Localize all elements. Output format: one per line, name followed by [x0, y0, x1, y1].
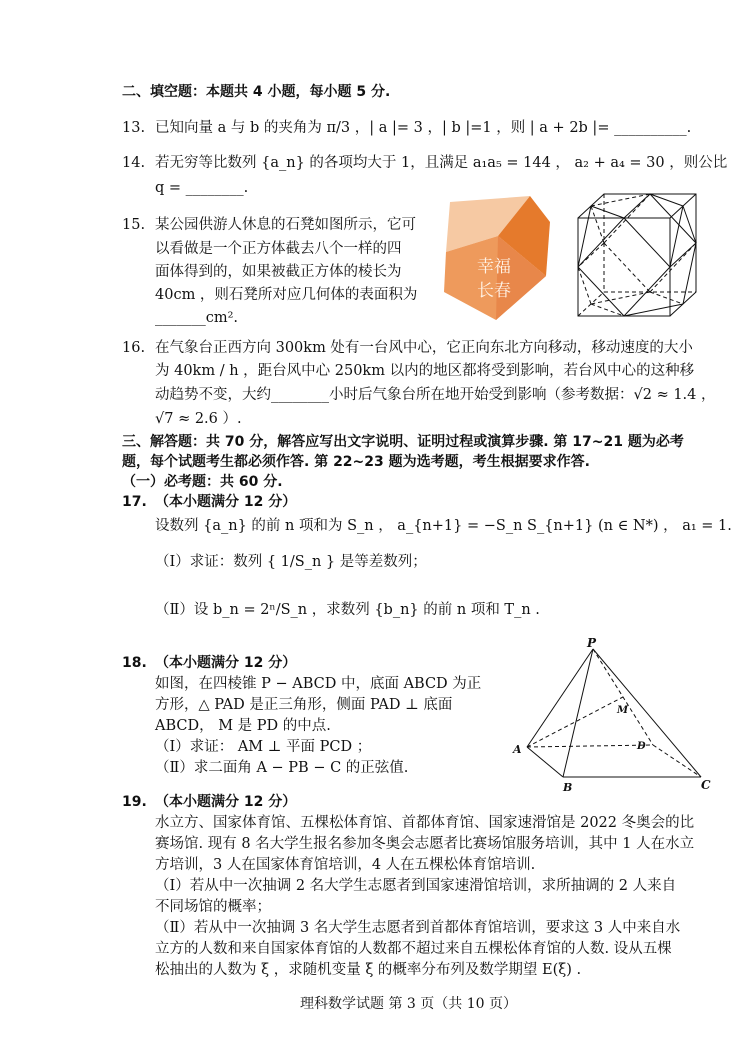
question-number: 17. [122, 494, 147, 510]
question-number: 18. [122, 655, 147, 671]
question-15-line: 以看做是一个正方体截去八个一样的四 [155, 241, 402, 257]
stone-text-1: 幸福 [477, 257, 511, 277]
question-19-line: 不同场馆的概率； [155, 899, 271, 915]
question-19-line: 方培训，3 人在国家体育馆培训，4 人在五棵松体育馆培训. [155, 857, 536, 873]
question-19-head: （本小题满分 12 分） [155, 794, 297, 810]
question-19-line: 立方的人数和来自国家体育馆的人数都不超过来自五棵松体育馆的人数. 设从五棵 [155, 941, 672, 957]
question-16-line: 动趋势不变，大约________小时后气象台所在地开始受到影响（参考数据：√2 ≈ 1.4 ， [155, 387, 716, 403]
section-title-solutions-cont: 题，每个试题考生都必须作答. 第 22~23 题为选考题，考生根据要求作答. [122, 454, 590, 470]
stone-seat-figure [438, 192, 558, 324]
question-17-text: 设数列 {a_n} 的前 n 项和为 S_n ， a_{n+1} = −S_n S_{n+1} (n ∈ N*) ， a₁ = 1. [155, 518, 732, 534]
question-15-line: _______cm². [155, 310, 239, 326]
question-18-line: ABCD， M 是 PD 的中点. [155, 718, 331, 734]
question-14-text: 若无穷等比数列 {a_n} 的各项均大于 1，且满足 a₁a₅ = 144 ， a₂ + a₄ = 30 ，则公比 [155, 155, 728, 171]
question-number: 19. [122, 794, 147, 810]
question-17-part2: （Ⅱ）设 b_n = 2ⁿ/S_n ，求数列 {b_n} 的前 n 项和 T_n . [155, 602, 540, 618]
question-15-line: 面体得到的，如果被截正方体的棱长为 [155, 264, 402, 280]
question-19-line: （Ⅰ）若从中一次抽调 2 名大学生志愿者到国家速滑馆培训，求所抽调的 2 人来自 [155, 878, 677, 894]
question-19-line: 松抽出的人数为 ξ ，求随机变量 ξ 的概率分布列及数学期望 E(ξ) . [155, 962, 582, 978]
question-number: 14. [122, 155, 146, 171]
question-13-text: 已知向量 a 与 b 的夹角为 π/3 ，| a |= 3 ，| b |=1 ，则 | a + 2b |= __________. [155, 120, 692, 136]
question-number: 16. [122, 340, 146, 356]
vertex-label-p: P [587, 636, 597, 650]
question-18-line: 如图，在四棱锥 P − ABCD 中，底面 ABCD 为正 [155, 676, 482, 692]
pyramid-figure [505, 635, 725, 795]
question-number: 13. [122, 120, 146, 136]
subsection-required: （一）必考题：共 60 分. [122, 474, 283, 490]
question-19-line: 水立方、国家体育馆、五棵松体育馆、首都体育馆、国家速滑馆是 2022 冬奥会的比 [155, 815, 695, 831]
vertex-label-b: B [563, 781, 573, 794]
question-18-part1: （Ⅰ）求证： AM ⊥ 平面 PCD ； [155, 739, 372, 755]
question-18-line: 方形，△ PAD 是正三角形，侧面 PAD ⊥ 底面 [155, 697, 453, 713]
question-number: 15. [122, 217, 146, 233]
section-title-fill-in: 二、填空题：本题共 4 小题，每小题 5 分. [122, 84, 391, 100]
vertex-label-a: A [513, 743, 522, 756]
question-16-line: 在气象台正西方向 300km 处有一台风中心，它正向东北方向移动，移动速度的大小 [155, 340, 693, 356]
vertex-label-c: C [701, 778, 711, 792]
vertex-label-d: D [637, 741, 646, 752]
question-17-head: （本小题满分 12 分） [155, 494, 297, 510]
stone-text-2: 长春 [477, 281, 511, 301]
question-18-head: （本小题满分 12 分） [155, 655, 297, 671]
question-17-part1: （Ⅰ）求证：数列 { 1/S_n } 是等差数列； [155, 554, 427, 570]
question-16-line: √7 ≈ 2.6 ）. [155, 411, 242, 427]
question-14-text-cont: q = ________. [155, 180, 249, 196]
question-16-line: 为 40km / h ，距台风中心 250km 以内的地区都将受到影响，若台风中心的这种移 [155, 363, 695, 379]
vertex-label-m: M [617, 705, 629, 716]
cuboctahedron-cube-figure [570, 190, 700, 324]
question-19-line: （Ⅱ）若从中一次抽调 3 名大学生志愿者到首都体育馆培训，要求这 3 人中来自水 [155, 920, 681, 936]
question-15-line: 40cm ，则石凳所对应几何体的表面积为 [155, 287, 418, 303]
section-title-solutions: 三、解答题：共 70 分，解答应写出文字说明、证明过程或演算步骤. 第 17~21 题为必考 [122, 434, 684, 450]
question-15-line: 某公园供游人休息的石凳如图所示，它可 [155, 217, 416, 233]
question-19-line: 赛场馆. 现有 8 名大学生报名参加冬奥会志愿者比赛场馆服务培训，其中 1 人在水立 [155, 836, 695, 852]
page-footer: 理科数学试题 第 3 页（共 10 页） [300, 996, 517, 1012]
question-18-part2: （Ⅱ）求二面角 A − PB − C 的正弦值. [155, 760, 409, 776]
